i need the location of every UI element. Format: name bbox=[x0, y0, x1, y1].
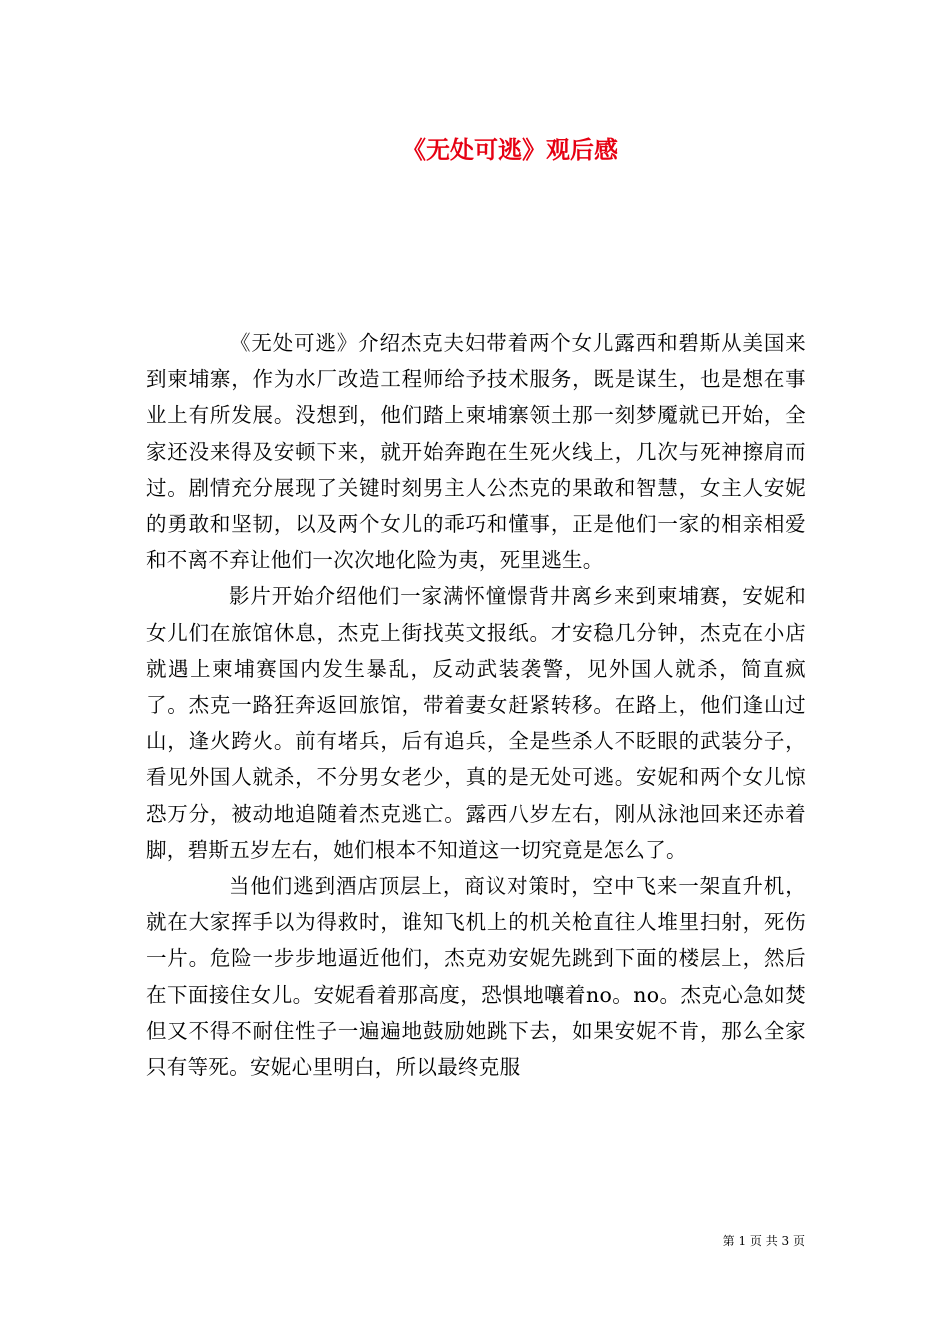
page-title: 《无处可逃》观后感 bbox=[402, 135, 618, 164]
paragraph-3: 当他们逃到酒店顶层上，商议对策时，空中飞来一架直升机，就在大家挥手以为得救时，谁知飞机上的机关枪直往人堆里扫射，死伤一片。危险一步步地逼近他们，杰克劝安妮先跳到下面的楼层上，然后在下面接住女儿。安妮看着那高度，恐惧地嚷着no。no。杰克心急如焚但又不得不耐住性子一遍遍地鼓励她跳下去，如果安妮不肯，那么全家只有等死。安妮心里明白，所以最终克服 bbox=[146, 874, 806, 1080]
paragraph-1: 《无处可逃》介绍杰克夫妇带着两个女儿露西和碧斯从美国来到柬埔寨，作为水厂改造工程师给予技术服务，既是谋生，也是想在事业上有所发展。没想到，他们踏上柬埔寨领土那一刻梦魇就已开始，全家还没来得及安顿下来，就开始奔跑在生死火线上，几次与死神擦肩而过。剧情充分展现了关键时刻男主人公杰克的果敢和智慧，女主人安妮的勇敢和坚韧，以及两个女儿的乖巧和懂事，正是他们一家的相亲相爱和不离不弃让他们一次次地化险为夷，死里逃生。 bbox=[146, 331, 806, 573]
paragraph-2: 影片开始介绍他们一家满怀憧憬背井离乡来到柬埔赛，安妮和女儿们在旅馆休息，杰克上街找英文报纸。才安稳几分钟，杰克在小店就遇上柬埔赛国内发生暴乱，反动武装袭警，见外国人就杀，简直疯了。杰克一路狂奔返回旅馆，带着妻女赶紧转移。在路上，他们逢山过山，逢火跨火。前有堵兵，后有追兵，全是些杀人不眨眼的武装分子，看见外国人就杀，不分男女老少，真的是无处可逃。安妮和两个女儿惊恐万分，被动地追随着杰克逃亡。露西八岁左右，刚从泳池回来还赤着脚，碧斯五岁左右，她们根本不知道这一切究竟是怎么了。 bbox=[146, 584, 806, 862]
document-body bbox=[146, 325, 806, 1085]
page-footer: 第 1 页 共 3 页 bbox=[722, 1234, 805, 1248]
